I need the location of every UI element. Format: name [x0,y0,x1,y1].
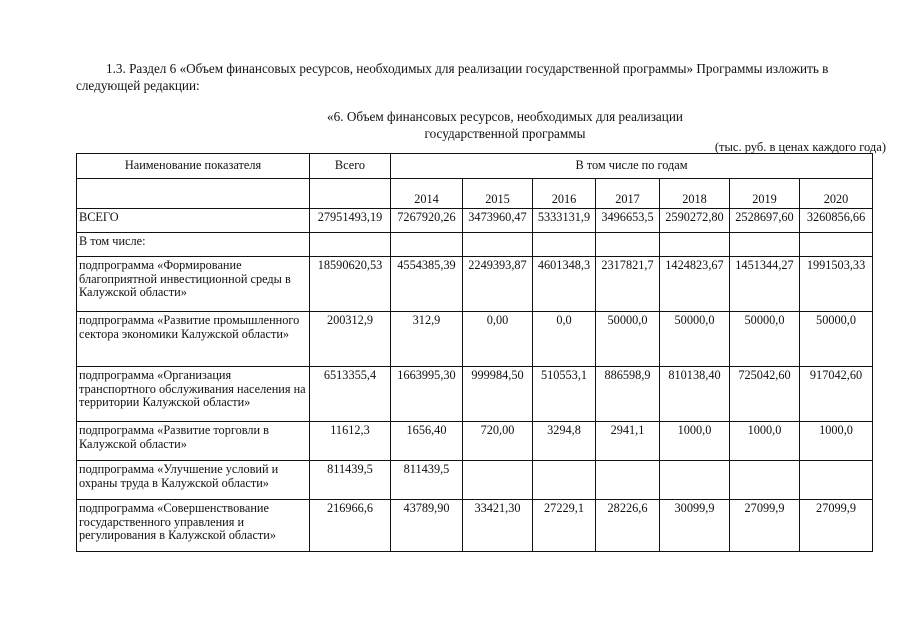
row-year-value: 810138,40 [660,367,730,422]
row-label: В том числе: [77,233,310,257]
row-label: подпрограмма «Организация транспортного обслуживания населения на территории Калужской области» [77,367,310,422]
row-label: подпрограмма «Формирование благоприятной инвестиционной среды в Калужской области» [77,257,310,312]
header-year: 2019 [730,179,800,209]
row-year-value: 2317821,7 [596,257,660,312]
table-row [77,500,873,552]
row-year-value: 43789,90 [391,500,463,552]
row-total [310,233,391,257]
section-title-line-1: «6. Объем финансовых ресурсов, необходимых для реализации [327,109,683,124]
row-total: 18590620,53 [310,257,391,312]
row-year-value: 917042,60 [800,367,873,422]
row-year-value: 3473960,47 [463,209,533,233]
row-year-value: 1424823,67 [660,257,730,312]
row-year-value: 50000,0 [596,312,660,367]
row-year-value: 510553,1 [533,367,596,422]
row-year-value [533,233,596,257]
row-year-value: 886598,9 [596,367,660,422]
row-year-value: 28226,6 [596,500,660,552]
row-year-value: 1663995,30 [391,367,463,422]
row-year-value: 0,0 [533,312,596,367]
row-year-value [660,233,730,257]
header-year: 2014 [391,179,463,209]
header-year: 2017 [596,179,660,209]
table-row [77,233,873,257]
row-year-value: 4601348,3 [533,257,596,312]
row-year-value [800,233,873,257]
header-year: 2016 [533,179,596,209]
header-name-empty [77,179,310,209]
row-year-value: 1451344,27 [730,257,800,312]
row-year-value: 27229,1 [533,500,596,552]
row-year-value: 811439,5 [391,461,463,500]
row-year-value: 5333131,9 [533,209,596,233]
row-year-value: 50000,0 [730,312,800,367]
row-year-value: 2941,1 [596,422,660,461]
section-title [290,108,720,142]
table-header-row [77,154,873,179]
table-row [77,312,873,367]
table-row [77,257,873,312]
row-year-value: 27099,9 [730,500,800,552]
row-year-value [730,461,800,500]
row-label: подпрограмма «Совершенствование государственного управления и регулирования в Калужской области» [77,500,310,552]
row-year-value: 33421,30 [463,500,533,552]
row-total: 6513355,4 [310,367,391,422]
row-year-value: 50000,0 [660,312,730,367]
row-label: подпрограмма «Развитие торговли в Калужской области» [77,422,310,461]
row-label: подпрограмма «Улучшение условий и охраны труда в Калужской области» [77,461,310,500]
row-year-value: 3294,8 [533,422,596,461]
row-year-value [533,461,596,500]
row-year-value: 725042,60 [730,367,800,422]
row-year-value: 2249393,87 [463,257,533,312]
row-year-value: 4554385,39 [391,257,463,312]
units-note: (тыс. руб. в ценах каждого года) [714,140,886,154]
row-year-value [596,461,660,500]
row-year-value: 312,9 [391,312,463,367]
table-years-row [77,179,873,209]
row-year-value [800,461,873,500]
row-year-value: 2590272,80 [660,209,730,233]
row-year-value: 1991503,33 [800,257,873,312]
row-label: подпрограмма «Развитие промышленного сектора экономики Калужской области» [77,312,310,367]
row-year-value: 3496653,5 [596,209,660,233]
row-label: ВСЕГО [77,209,310,233]
row-year-value [660,461,730,500]
table-row [77,422,873,461]
row-year-value [463,233,533,257]
row-year-value: 1000,0 [730,422,800,461]
header-total: Всего [310,154,391,179]
row-year-value [596,233,660,257]
table-row [77,209,873,233]
row-total: 216966,6 [310,500,391,552]
table-row [77,367,873,422]
row-year-value: 0,00 [463,312,533,367]
row-year-value: 3260856,66 [800,209,873,233]
row-year-value: 7267920,26 [391,209,463,233]
row-total: 27951493,19 [310,209,391,233]
row-year-value: 1000,0 [660,422,730,461]
row-total: 200312,9 [310,312,391,367]
row-year-value [391,233,463,257]
row-year-value: 720,00 [463,422,533,461]
header-by-year: В том числе по годам [391,154,873,179]
row-year-value: 27099,9 [800,500,873,552]
header-name: Наименование показателя [77,154,310,179]
header-year: 2020 [800,179,873,209]
financial-resources-table [76,153,873,552]
row-year-value: 1656,40 [391,422,463,461]
row-year-value [730,233,800,257]
header-total-empty [310,179,391,209]
header-year: 2015 [463,179,533,209]
row-year-value: 2528697,60 [730,209,800,233]
row-total: 811439,5 [310,461,391,500]
row-year-value: 1000,0 [800,422,873,461]
row-year-value: 30099,9 [660,500,730,552]
row-year-value [463,461,533,500]
header-year: 2018 [660,179,730,209]
row-year-value: 999984,50 [463,367,533,422]
table-row [77,461,873,500]
row-year-value: 50000,0 [800,312,873,367]
intro-paragraph: 1.3. Раздел 6 «Объем финансовых ресурсов, необходимых для реализации государственной программы» Программы изложить в следующей редакции: [76,61,829,93]
row-total: 11612,3 [310,422,391,461]
section-title-line-2: государственной программы [424,126,586,141]
